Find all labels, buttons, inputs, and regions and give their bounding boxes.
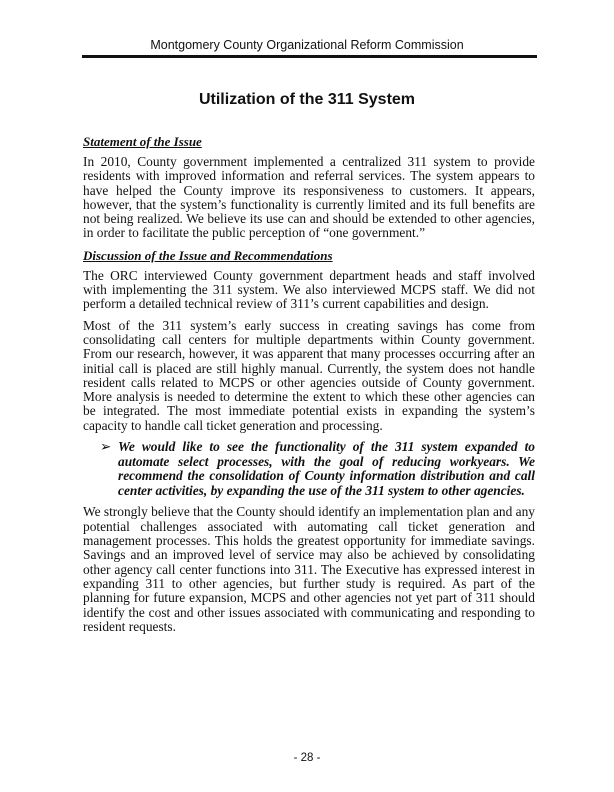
page-number: - 28 - [293,752,321,764]
section-heading-statement: Statement of the Issue [83,134,202,149]
recommendation-bullet [100,440,535,498]
arrow-bullet-icon: ➢ [100,439,112,455]
running-header: Montgomery County Organizational Reform Commission [150,38,464,52]
paragraph-statement: In 2010, County government implemented a centralized 311 system to provide residents with improved information and referral services. The system appears to have helped the County improve its responsiveness to customers. It appears, however, that the system’s functionality is currently limited and its full benefits are not being realized. We believe its use can and should be extended to other agencies, in order to facilitate the public perception of “one government.” [83,154,535,241]
paragraph-closing: We strongly believe that the County should identify an implementation plan and any potential challenges associated with automating call ticket generation and management processes. This holds the greatest opportunity for immediate savings. Savings and an improved level of service may also be achieved by consolidating other agency call center functions into 311. The Executive has expressed interest in expanding 311 to other agencies, but further study is required. As part of the planning for future expansion, MCPS and other agencies not yet part of 311 should identify the cost and other issues associated with communicating and responding to resident requests. [83,504,535,634]
section-heading-discussion: Discussion of the Issue and Recommendations [83,247,333,263]
recommendation-text: We would like to see the functionality of the 311 system expanded to automate select processes, with the goal of reducing workyears. We recommend the consolidation of County information distribution and call center activities, by expanding the use of the 311 system to other agencies. [118,439,535,498]
paragraph-discussion-2: Most of the 311 system’s early success in creating savings has come from consolidating call centers for multiple departments within County government. From our research, however, it was apparent that many processes occurring after an initial call is placed are still highly manual. Currently, the system does not handle resident calls related to MCPS or other agencies outside of County government. More analysis is needed to determine the extent to which these other agencies can be integrated. The most immediate potential exists in expanding the system’s capacity to handle call ticket generation and processing. [83,317,535,433]
header-rule [82,55,537,58]
paragraph-discussion-1: The ORC interviewed County government department heads and staff involved with implementing the 311 system. We also interviewed MCPS staff. We did not perform a detailed technical review of 311’s current capabilities and design. [83,267,535,312]
page-title: Utilization of the 311 System [198,91,416,108]
page-body [83,134,535,641]
